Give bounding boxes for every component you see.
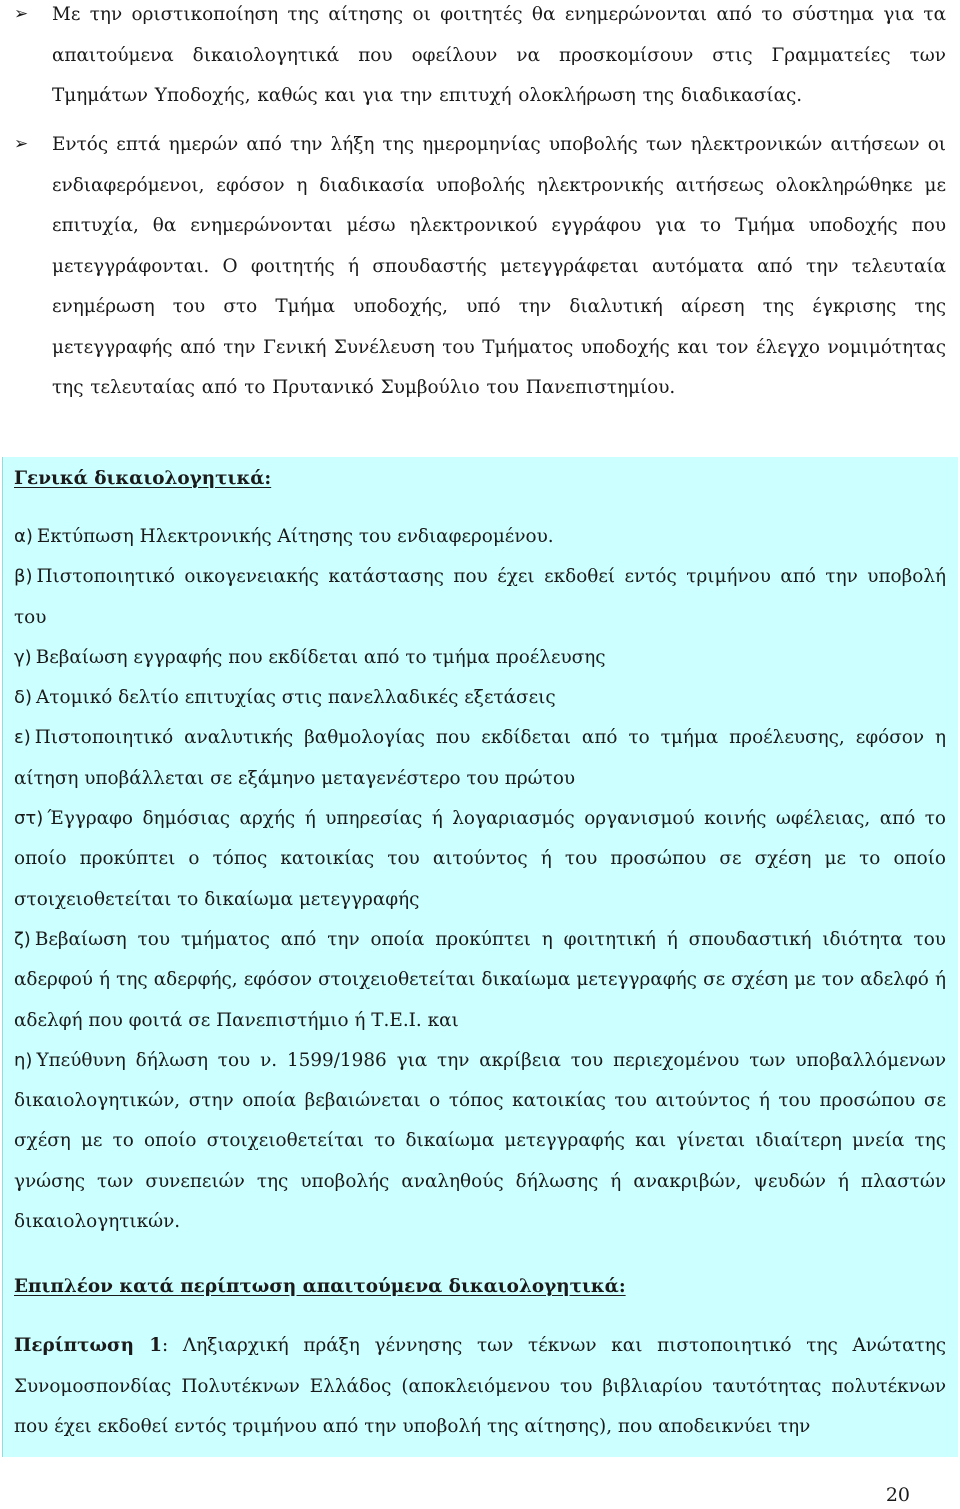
list-item [14, 517, 946, 557]
bullet-text: Εντός επτά ημερών από την λήξη της ημερομηνίας υποβολής των ηλεκτρονικών αιτήσεων οι ενδιαφερόμενοι, εφόσον η διαδικασία υποβολής ηλεκτρονικής αιτήσεως ολοκληρώθηκε με επιτυχία, θα ενημερώνονται μέσω ηλεκτρονικού εγγράφου για το Τμήμα υποδοχής που μετεγγράφονται. Ο φοιτητής ή σπουδαστής μετεγγράφεται αυτόματα από την τελευταία ενημέρωση του στο Τμήμα υποδοχής, υπό την διαλυτική αίρεση της έγκρισης της μετεγγραφής από την Γενική Συνέλευση του Τμήματος υποδοχής και τον έλεγχο νομιμότητας της τελευταίας από το Πρυτανικό Συμβούλιο του Πανεπιστημίου. [52, 134, 946, 398]
item-text: Πιστοποιητικό αναλυτικής βαθμολογίας που εκδίδεται από το τμήμα προέλευσης, εφόσον η αίτηση υποβάλλεται σε εξάμηνο μεταγενέστερο του πρώτου [14, 727, 946, 789]
item-label: γ) [14, 646, 32, 668]
case-paragraph [14, 1326, 946, 1448]
item-label: β) [14, 566, 33, 588]
item-label: δ) [14, 687, 33, 709]
list-item [14, 920, 946, 1041]
bullet-paragraph [14, 0, 946, 117]
item-label: η) [14, 1049, 33, 1071]
list-item [14, 557, 946, 638]
item-text: Έγγραφο δημόσιας αρχής ή υπηρεσίας ή λογαριασμός οργανισμού κοινής ωφέλειας, από το οποίο προκύπτει ο τόπος κατοικίας του αιτούντος ή του προσώπου σε σχέση με το οποίο στοιχειοθετείται το δικαίωμα μετεγγραφής [14, 808, 946, 910]
item-text: Πιστοποιητικό οικογενειακής κατάστασης που έχει εκδοθεί εντός τριμήνου από την υποβολή του [14, 566, 946, 628]
item-label: ε) [14, 727, 31, 749]
arrow-bullet-icon: ➢ [14, 134, 29, 154]
bullet-text: Με την οριστικοποίηση της αίτησης οι φοιτητές θα ενημερώνονται από το σύστημα για τα απαιτούμενα δικαιολογητικά που οφείλουν να προσκομίσουν στις Γραμματείες των Τμημάτων Υποδοχής, καθώς και για την επιτυχή ολοκλήρωση της διαδικασίας. [52, 4, 946, 106]
page-number: 20 [885, 1484, 910, 1506]
case-text: : Ληξιαρχική πράξη γέννησης των τέκνων και πιστοποιητικό της Ανώτατης Συνομοσπονδίας Πολυτέκνων Ελλάδος (αποκλειόμενου του βιβλιαρίου ταυτότητας πολυτέκνων που έχει εκδοθεί εντός τριμήνου από την υποβολή της αίτησης), που αποδεικνύει την [14, 1335, 946, 1437]
bullet-paragraph [14, 125, 946, 409]
item-text: Υπεύθυνη δήλωση του ν. 1599/1986 για την ακρίβεια του περιεχομένου των υποβαλλόμενων δικαιολογητικών, στην οποία βεβαιώνεται ο τόπος κατοικίας του αιτούντος ή του προσώπου σε σχέση με το οποίο στοιχειοθετείται το δικαίωμα μετεγγραφής και γίνεται ιδιαίτερη μνεία της γνώσης των συνεπειών της υποβολής αναληθούς δήλωσης ή ανακριβών, ψευδών ή πλαστών δικαιολογητικών. [14, 1049, 946, 1233]
item-text: Βεβαίωση εγγραφής που εκδίδεται από το τμήμα προέλευσης [35, 646, 606, 668]
item-label: ζ) [14, 928, 31, 950]
item-text: Βεβαίωση του τμήματος από την οποία προκύπτει η φοιτητική ή σπουδαστική ιδιότητα του αδερφού ή της αδερφής, εφόσον στοιχειοθετείται δικαίωμα μετεγγραφής σε σχέση με τον αδελφό ή αδελφή που φοιτά σε Πανεπιστήμιο ή Τ.Ε.Ι. και [14, 928, 946, 1031]
list-item [14, 718, 946, 799]
item-label: στ) [14, 808, 44, 830]
case-label: Περίπτωση 1 [14, 1335, 163, 1356]
list-item [14, 638, 946, 678]
extra-documents-heading: Επιπλέον κατά περίπτωση απαιτούμενα δικαιολογητικά: [14, 1276, 626, 1297]
general-documents-heading: Γενικά δικαιολογητικά: [14, 468, 272, 489]
list-item [14, 799, 946, 920]
item-label: α) [14, 526, 33, 547]
arrow-bullet-icon: ➢ [14, 4, 29, 24]
list-item [14, 1041, 946, 1242]
item-text: Ατομικό δελτίο επιτυχίας στις πανελλαδικές εξετάσεις [36, 687, 556, 709]
list-item [14, 678, 946, 718]
item-text: Εκτύπωση Ηλεκτρονικής Αίτησης του ενδιαφερομένου. [36, 526, 554, 547]
general-documents-list [14, 517, 946, 1242]
